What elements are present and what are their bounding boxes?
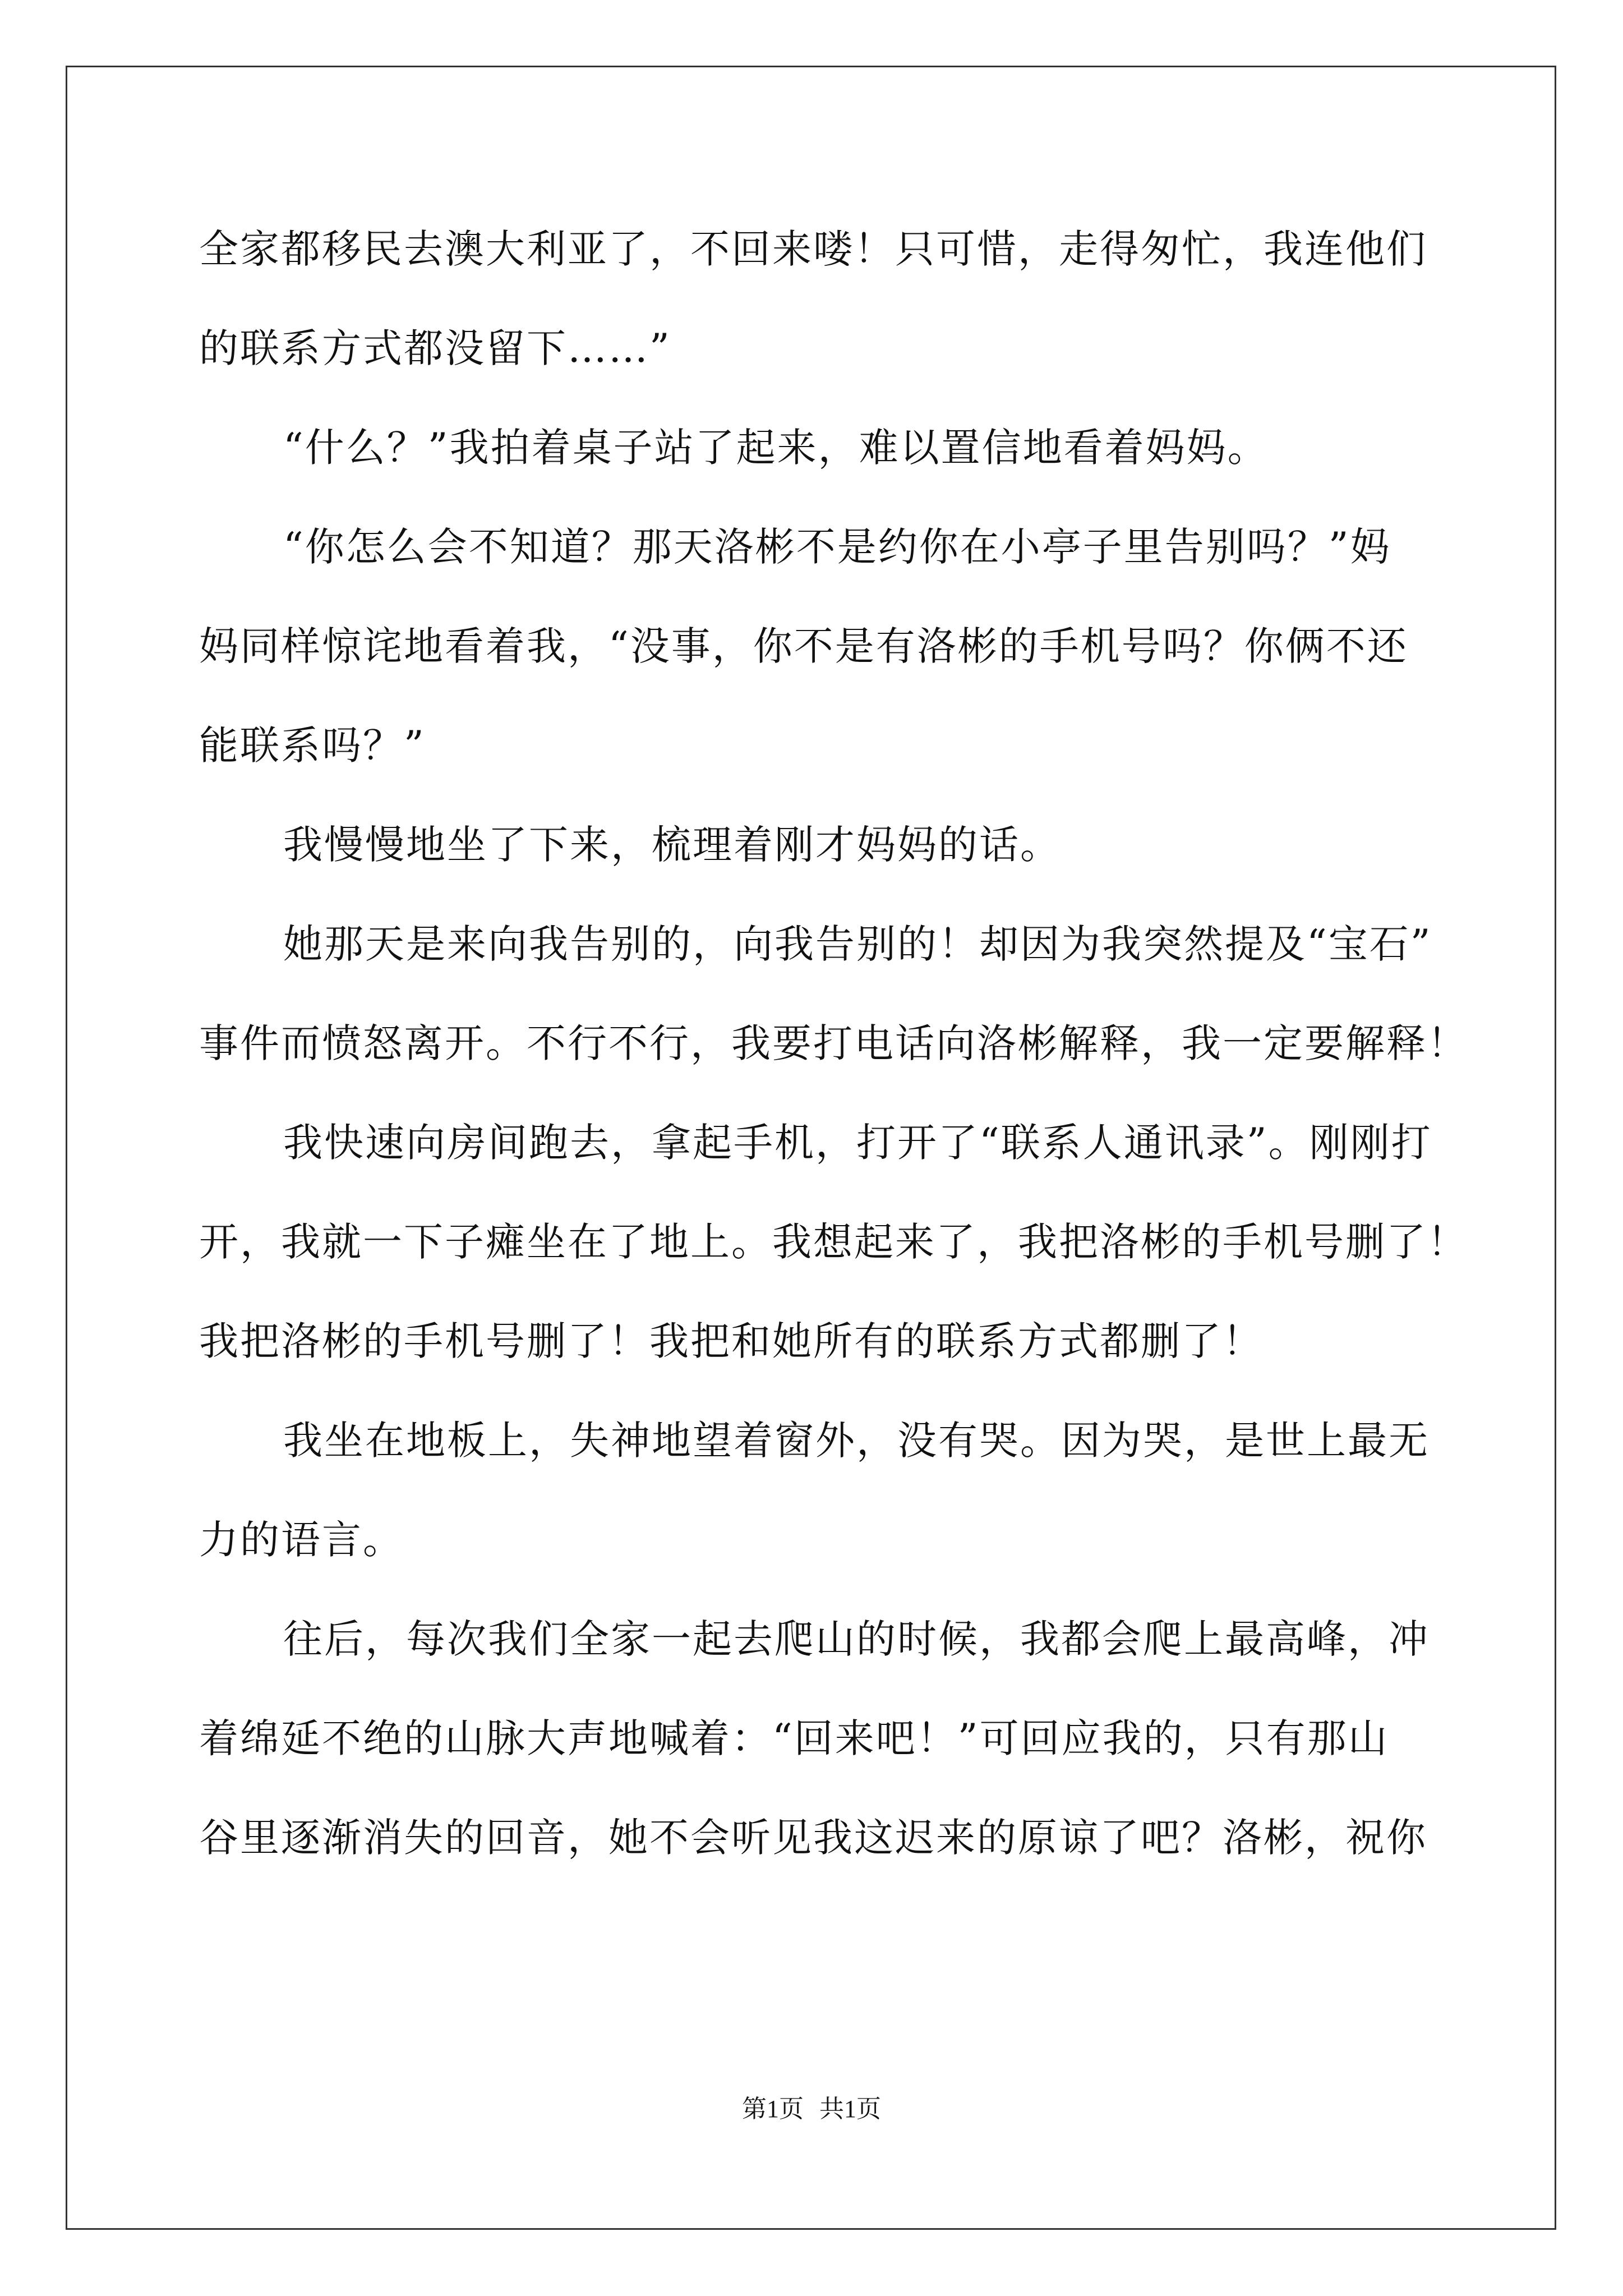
text-line: 我慢慢地坐了下来，梳理着刚才妈妈的话。 — [283, 822, 1061, 868]
text-line: 能联系吗？” — [199, 723, 426, 769]
text-line: 力的语言。 — [199, 1517, 404, 1563]
text-line: 事件而愤怒离开。不行不行，我要打电话向洛彬解释，我一定要解释！ — [199, 1020, 1468, 1066]
text-line: 我把洛彬的手机号删了！我把和她所有的联系方式都删了！ — [199, 1318, 1264, 1364]
text-line: 全家都移民去澳大利亚了，不回来喽！只可惜，走得匆忙，我连他们 — [199, 226, 1427, 272]
text-line: 我快速向房间跑去，拿起手机，打开了“联系人通讯录”。刚刚打 — [283, 1120, 1432, 1166]
page-number: 第1页 — [742, 2095, 804, 2123]
text-line: “什么？”我拍着桌子站了起来，难以置信地看着妈妈。 — [283, 425, 1269, 471]
text-line: 的联系方式都没留下……” — [199, 325, 671, 371]
page-footer — [0, 2088, 1623, 2124]
text-line: 她那天是来向我告别的，向我告别的！却因为我突然提及“宝石” — [283, 921, 1432, 967]
text-line: 往后，每次我们全家一起去爬山的时候，我都会爬上最高峰，冲 — [283, 1616, 1430, 1662]
text-line: 着绵延不绝的山脉大声地喊着：“回来吧！”可回应我的，只有那山 — [199, 1715, 1389, 1761]
text-line: “你怎么会不知道？那天洛彬不是约你在小亭子里告别吗？”妈 — [283, 524, 1391, 570]
text-line: 妈同样惊诧地看着我，“没事，你不是有洛彬的手机号吗？你俩不还 — [199, 623, 1408, 669]
text-line: 开，我就一下子瘫坐在了地上。我想起来了，我把洛彬的手机号删了！ — [199, 1219, 1468, 1265]
page-total: 共1页 — [819, 2095, 881, 2123]
text-line: 谷里逐渐消失的回音，她不会听见我这迟来的原谅了吧？洛彬，祝你 — [199, 1815, 1427, 1861]
text-line: 我坐在地板上，失神地望着窗外，没有哭。因为哭，是世上最无 — [283, 1418, 1430, 1464]
